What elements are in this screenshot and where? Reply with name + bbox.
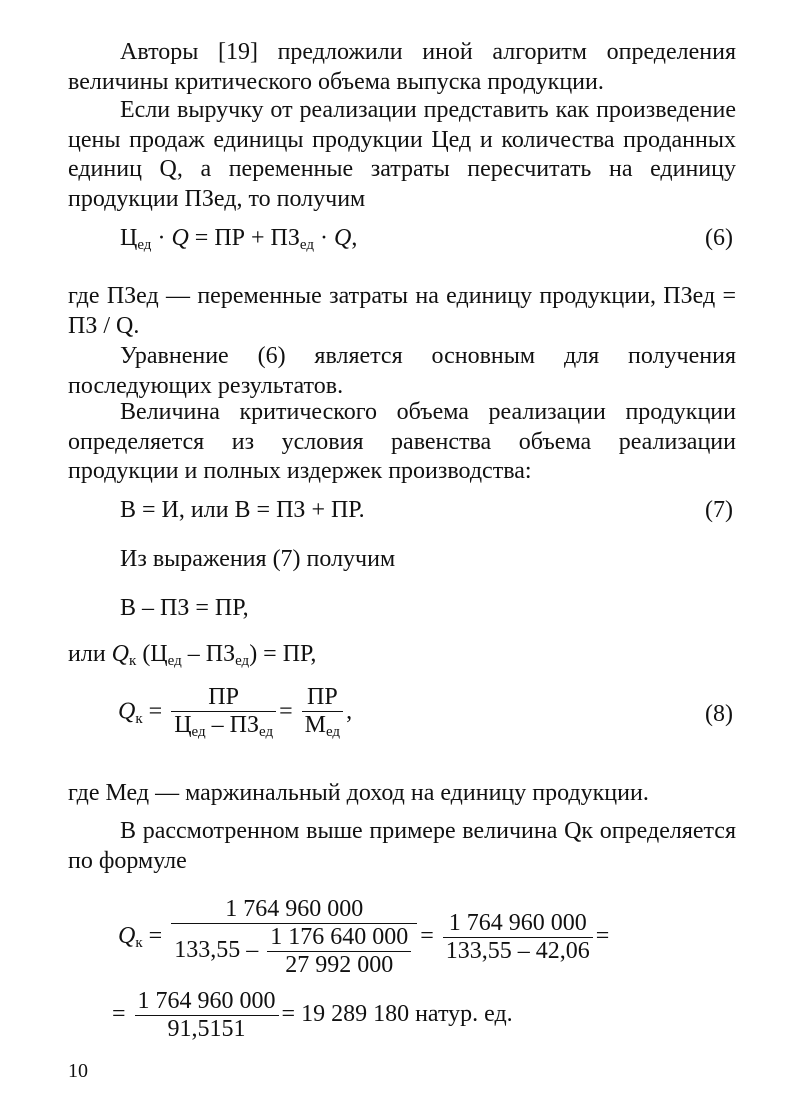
equation-6: Цед · Q = ПР + ПЗед · Q,: [120, 225, 358, 253]
equation-qk-product: или Qк (Цед – ПЗед) = ПР,: [68, 641, 317, 669]
paragraph-marginal-income: где Мед — маржинальный доход на единицу продукции.: [68, 780, 649, 806]
paragraph-variable-costs: где ПЗед — переменные затраты на единицу продукции, ПЗед = ПЗ / Q.: [68, 283, 736, 339]
fraction-total-over-difference: $\frac{1 764 960 000}{133,55 - 42,06}$: [443, 910, 593, 965]
paragraph-intro: Авторы [19] предложили иной алгоритм определения величины критического объема выпуска продукции.: [68, 39, 736, 95]
paragraph-revenue: Если выручку от реализации представить как произведение цены продаж единицы продукции Цед и количества проданных единиц Q, а переменные затраты пересчитать на единицу продукции ПЗед, то получим: [68, 97, 736, 212]
equation-qk-result: = $\frac{1 764 960 000}{91,5151}$ = 19 289 180 натур. ед.: [112, 988, 513, 1042]
paragraph-critical-volume: Величина критического объема реализации продукции определяется из условия равенства объема реализации продукции и полных издержек производства:: [68, 399, 736, 484]
equation-number-6: (6): [705, 225, 733, 251]
paragraph-equation-basis: Уравнение (6) является основным для получения последующих результатов.: [68, 343, 736, 399]
equation-number-8: (8): [705, 701, 733, 727]
equation-number-7: (7): [705, 497, 733, 523]
equation-b-minus-pz: В – ПЗ = ПР,: [120, 595, 249, 621]
fraction-total-over-compound: 1 764 960 000 133,55 – $\frac{1 176 640 000}{27 992 000}$: [171, 896, 417, 979]
equation-8: Qк = $\frac{ПР}{\text{Цед – ПЗед}}$ = $\frac{ПР}{\text{Мед}}$ ,: [118, 684, 353, 740]
fraction-total-over-margin: $\frac{1 764 960 000}{91,5151}$: [135, 988, 279, 1043]
equation-7: В = И, или В = ПЗ + ПР.: [120, 497, 365, 523]
paragraph-example: В рассмотренном выше примере величина Qк определяется по формуле: [68, 818, 736, 874]
fraction-pr-over-med: $\frac{ПР}{\text{Мед}}$: [302, 684, 343, 742]
fraction-inner-cost: $\frac{1 176 640 000}{27 992 000}$: [267, 924, 411, 979]
paragraph-from-expression: Из выражения (7) получим: [120, 546, 396, 572]
equation-qk-computation: Qк = 1 764 960 000 133,55 – $\frac{1 176 640 000}{27 992 000}$ = $\frac{1 764 960 000}{133,55 - 42,06}$ =: [118, 896, 610, 978]
page-number: 10: [68, 1060, 88, 1082]
fraction-pr-over-margin-diff: $\frac{ПР}{\text{Цед – ПЗед}}$: [171, 684, 276, 742]
